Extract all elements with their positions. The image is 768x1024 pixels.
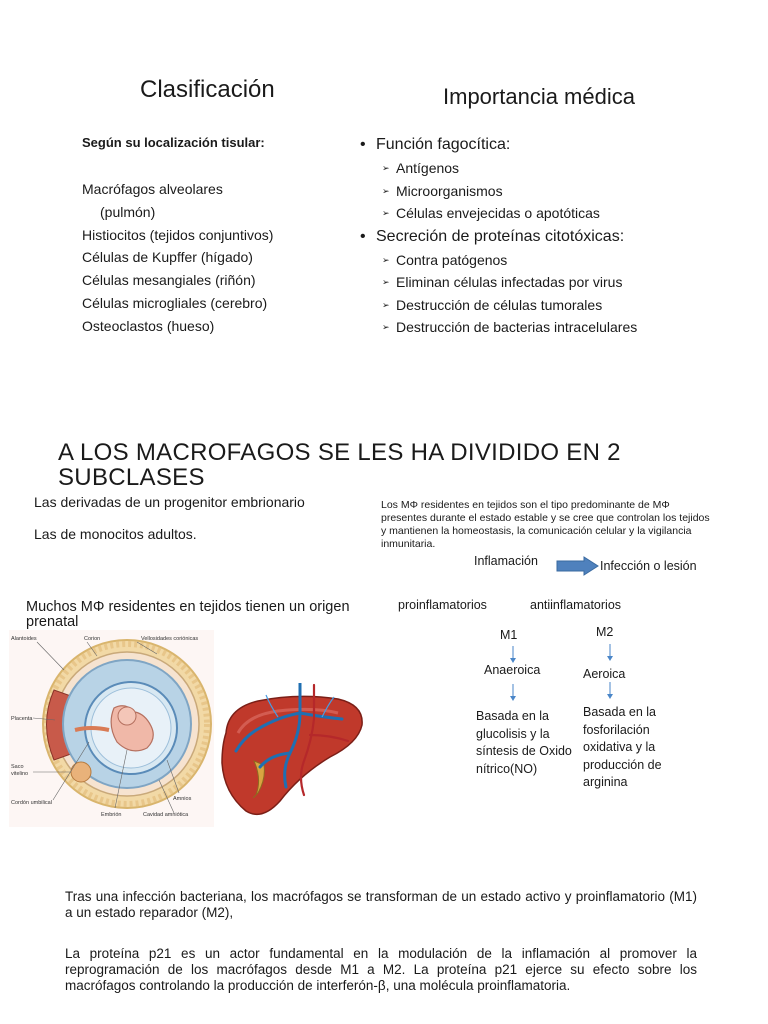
embryo-label-embrion: Embrión [101, 812, 122, 818]
m2-metabolism-label: Aeroica [583, 667, 626, 681]
paragraph-infection: Tras una infección bacteriana, los macrófagos se transforman de un estado activo y proinflamatorio (M1) a un estado reparador (M2), [65, 889, 697, 920]
list-item: (pulmón) [100, 203, 156, 220]
origin-monocyte-text: Las de monocitos adultos. [34, 526, 197, 542]
infection-label: Infección o lesión [600, 559, 697, 573]
list-item: ➢ Células envejecidas o apotóticas [360, 202, 637, 225]
proinflammatory-label: proinflamatorios [398, 598, 487, 612]
m1-basis-text: Basada en la glucolisis y la síntesis de Oxido nítrico(NO) [476, 709, 572, 776]
down-arrow-icon [509, 684, 517, 702]
list-item: ➢ Destrucción de células tumorales [360, 294, 637, 317]
list-item: Células microgliales (cerebro) [82, 294, 268, 311]
embryo-label-alantoides: Alantoides [11, 636, 37, 642]
embryo-label-vitelino: vitelino [11, 771, 29, 777]
list-item: Células de Kupffer (hígado) [82, 249, 253, 266]
classification-list [82, 178, 273, 338]
antiinflammatory-label: antiinflamatorios [530, 598, 622, 612]
list-item: Osteoclastos (hueso) [82, 317, 215, 334]
embryo-label-amnios: Amnios [173, 796, 192, 802]
list-item: Macrófagos alveolares [82, 181, 223, 197]
list-item: ➢ Destrucción de bacterias intracelulares [360, 316, 637, 339]
embryo-label-cordon: Cordón umbilical [11, 800, 52, 806]
m2-basis-text: Basada en la fosforilación oxidativa y la producción de arginina [583, 705, 662, 789]
m1-label: M1 [500, 628, 518, 642]
paragraph-p21: La proteína p21 es un actor fundamental en la modulación de la inflamación al promover la reprogramación de los macrófagos desde M1 a M2. La proteína p21 ejerce su efecto sobre los macrófagos controlando la producción de interferón-β, una molécula proinflamatoria. [65, 946, 697, 993]
list-item: ➢ Microorganismos [360, 180, 637, 203]
embryo-label-cavidad: Cavidad amniótica [143, 812, 189, 818]
m1-metabolism-label: Anaeroica [484, 663, 541, 677]
down-arrow-icon [606, 644, 614, 662]
big-right-arrow-icon [556, 556, 600, 576]
embryo-label-saco: Saco [11, 764, 24, 770]
subclasses-heading: A LOS MACROFAGOS SE LES HA DIVIDIDO EN 2 SUBCLASES [58, 439, 621, 491]
list-item: Células mesangiales (riñón) [82, 272, 256, 289]
prenatal-origin-text: Muchos MΦ residentes en tejidos tienen un origen prenatal [26, 599, 350, 630]
m2-label: M2 [596, 625, 614, 639]
down-arrow-icon [509, 646, 517, 664]
embryo-label-corion: Corion [84, 636, 101, 642]
embryo-label-vellosidades: Vellosidades coriónicas [141, 636, 199, 642]
importance-title: Importancia médica [443, 84, 635, 109]
classification-title: Clasificación [140, 76, 275, 103]
importance-group-label: • Función fagocítica: [360, 133, 637, 157]
down-arrow-icon [606, 682, 614, 700]
resident-macrophage-text: Los MΦ residentes en tejidos son el tipo predominante de MΦ presentes durante el estado estable y se cree que controlan los tejidos y mantienen la homeostasis, la comunicación celular y la vigilancia inmunitaria. [381, 499, 710, 550]
list-item: Histiocitos (tejidos conjuntivos) [82, 226, 274, 243]
importance-list [360, 133, 637, 339]
embryo-label-placenta: Placenta [11, 716, 33, 722]
importance-group-label: • Secreción de proteínas citotóxicas: [360, 225, 637, 249]
liver-illustration [218, 683, 368, 823]
classification-subtitle: Según su localización tisular: [82, 135, 265, 150]
list-item: ➢ Contra patógenos [360, 249, 637, 272]
embryo-illustration [9, 630, 214, 827]
origin-embryonic-text: Las derivadas de un progenitor embrionario [34, 494, 305, 510]
list-item: ➢ Antígenos [360, 157, 637, 180]
list-item: ➢ Eliminan células infectadas por virus [360, 271, 637, 294]
inflammation-label: Inflamación [474, 554, 538, 568]
